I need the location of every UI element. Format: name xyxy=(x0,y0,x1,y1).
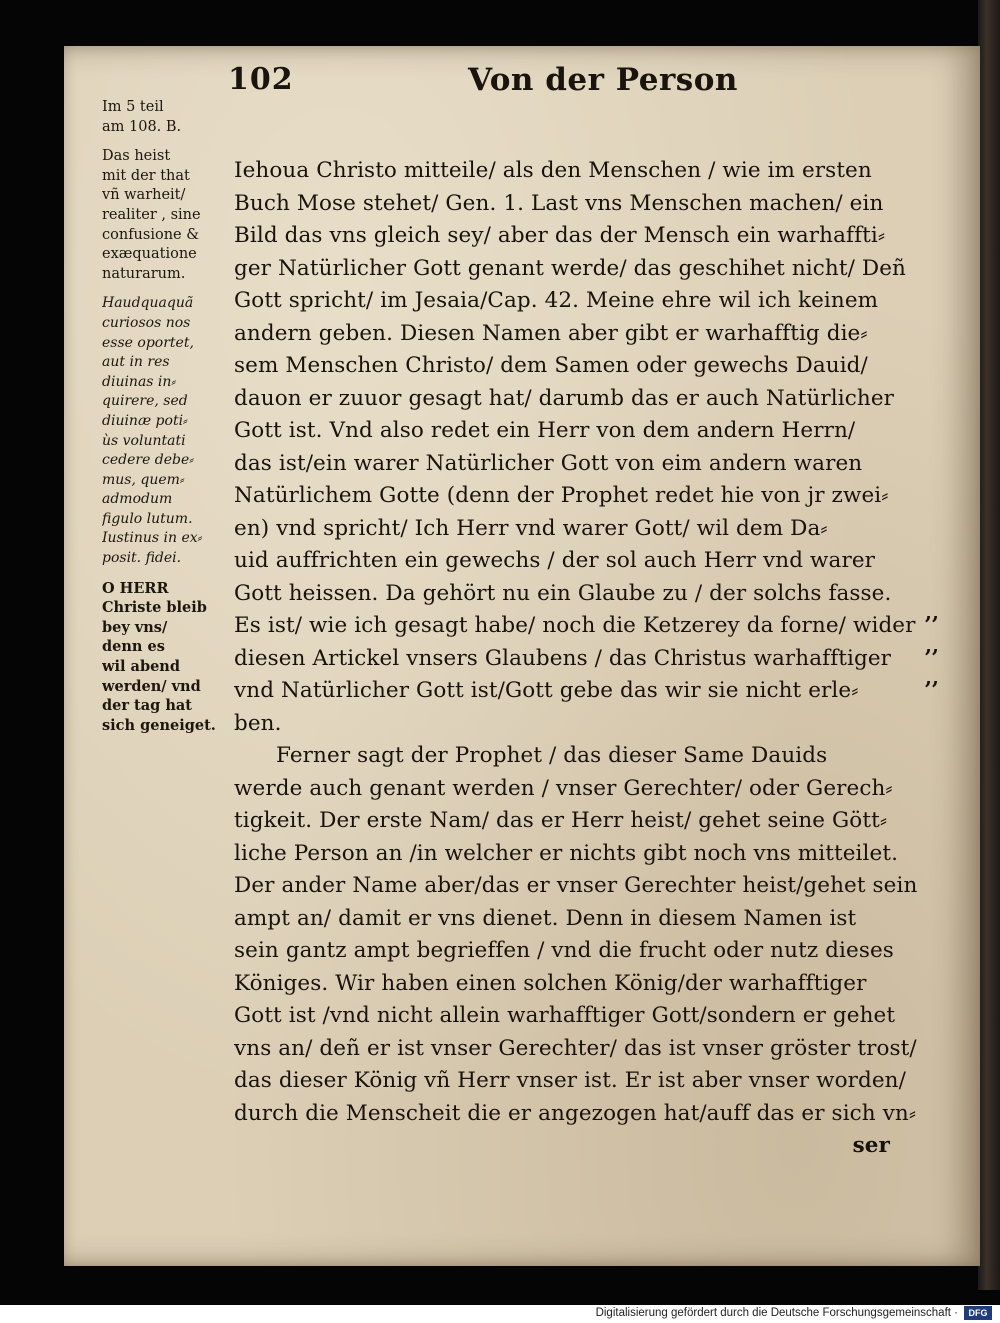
margin-note-line: wil abend xyxy=(102,658,180,676)
margin-note-line: exæquatione xyxy=(102,246,197,263)
text-line: Natürlichem Gotte (denn der Prophet redet hie von jr zwei⸗ xyxy=(234,483,889,508)
margin-note-line: cedere debe⸗ xyxy=(102,452,194,469)
catchword: ser xyxy=(852,1133,890,1158)
main-text-block xyxy=(234,155,934,1163)
text-line: Gott spricht/ im Jesaia/Cap. 42. Meine ehre wil ich keinem xyxy=(234,288,879,313)
page-number: 102 xyxy=(228,62,294,97)
margin-note-line: am 108. B. xyxy=(102,118,182,135)
quotation-mark: ,, xyxy=(925,632,939,657)
margin-note-line: ùs voluntati xyxy=(102,432,186,449)
margin-note-line: mus, quem⸗ xyxy=(102,471,185,488)
margin-note-line: vñ warheit/ xyxy=(102,187,186,204)
margin-note-line: bey vns/ xyxy=(102,618,168,636)
margin-note-line: Christe bleib xyxy=(102,599,207,617)
margin-note-line: Im 5 teil xyxy=(102,99,164,115)
margin-note-line: admodum xyxy=(102,491,173,508)
text-line: ben. xyxy=(234,710,282,736)
margin-note-line: curiosos nos xyxy=(102,314,191,331)
text-line: Gott ist. Vnd also redet ein Herr von dem andern Herrn/ xyxy=(234,418,856,443)
text-line: en) vnd spricht/ Ich Herr vnd warer Gott/ wil dem Da⸗ xyxy=(234,515,828,541)
quotation-marks xyxy=(925,596,965,694)
text-line: vnd Natürlicher Gott ist/Gott gebe das wir sie nicht erle⸗ xyxy=(234,678,859,703)
funding-note: Digitalisierung gefördert durch die Deutsche Forschungsgemeinschaft · xyxy=(595,1307,958,1319)
margin-note-line: diuinas in⸗ xyxy=(102,373,177,390)
margin-note-line: der tag hat xyxy=(102,697,192,715)
text-line: tigkeit. Der erste Nam/ das er Herr heist/ gehet seine Gött⸗ xyxy=(234,808,888,833)
text-line: werde auch genant werden / vnser Gerechter/ oder Gerech⸗ xyxy=(234,775,893,801)
text-line: Buch Mose stehet/ Gen. 1. Last vns Menschen machen/ ein xyxy=(234,190,884,216)
margin-note-line: O HERR xyxy=(102,579,169,597)
margin-note-line: Haudquaquã xyxy=(102,295,194,312)
text-line: andern geben. Diesen Namen aber gibt er warhafftig die⸗ xyxy=(234,320,868,346)
text-line: das dieser König vñ Herr vnser ist. Er ist aber vnser worden/ xyxy=(234,1068,906,1093)
text-line: sein gantz ampt begrieffen / vnd die frucht oder nutz dieses xyxy=(234,938,894,963)
page-header xyxy=(228,62,888,108)
text-line: sem Menschen Christo/ dem Samen oder gewechs Dauid/ xyxy=(234,353,868,378)
text-line: liche Person an /in welcher er nichts gibt noch vns mitteilet. xyxy=(234,840,899,866)
text-line: ampt an/ damit er vns dienet. Denn in diesem Namen ist xyxy=(234,905,857,931)
book-edge xyxy=(978,0,1000,1290)
margin-note-line: quirere, sed xyxy=(102,393,188,410)
quotation-mark: ,, xyxy=(925,600,939,624)
text-line: uid auffrichten ein gewechs / der sol auch Herr vnd warer xyxy=(234,548,876,573)
text-line: Es ist/ wie ich gesagt habe/ noch die Ketzerey da forne/ wider xyxy=(234,613,916,638)
margin-note-line: sich geneiget. xyxy=(102,716,216,734)
text-line: diesen Artickel vnsers Glaubens / das Christus warhafftiger xyxy=(234,645,892,671)
running-title: Von der Person xyxy=(468,62,738,98)
text-line: Bild das vns gleich sey/ aber das der Mensch ein warhaffti⸗ xyxy=(234,223,886,248)
margin-note-line: diuinæ poti⸗ xyxy=(102,412,188,429)
text-line: vns an/ deñ er ist vnser Gerechter/ das ist vnser gröster trost/ xyxy=(234,1035,917,1061)
margin-note-line: Das heist xyxy=(102,148,171,165)
text-line: Gott heissen. Da gehört nu ein Glaube zu / der solchs fasse. xyxy=(234,580,892,606)
text-line: dauon er zuuor gesagt hat/ darumb das er auch Natürlicher xyxy=(234,385,895,411)
margin-note-line: aut in res xyxy=(102,354,170,371)
margin-note-line: mit der that xyxy=(102,167,190,184)
margin-note-line: realiter , sine xyxy=(102,206,201,223)
margin-note-line: figulo lutum. xyxy=(102,510,193,527)
text-line: Iehoua Christo mitteile/ als den Menschen / wie im ersten xyxy=(234,158,872,183)
text-line: durch die Menscheit die er angezogen hat/auff das er sich vn⸗ xyxy=(234,1100,917,1126)
text-line: Königes. Wir haben einen solchen König/der warhafftiger xyxy=(234,970,867,996)
margin-note-line: Iustinus in ex⸗ xyxy=(102,530,203,547)
text-line: Gott ist /vnd nicht allein warhafftiger Gott/sondern er gehet xyxy=(234,1003,896,1028)
margin-note-line: posit. fidei. xyxy=(102,550,182,567)
margin-note-line: esse oportet, xyxy=(102,334,194,351)
margin-note-line: werden/ vnd xyxy=(102,677,201,695)
margin-note-line: confusione & xyxy=(102,226,200,243)
margin-note-line: naturarum. xyxy=(102,265,186,282)
margin-note-line: denn es xyxy=(102,638,165,656)
text-line: Der ander Name aber/das er vnser Gerechter heist/gehet sein xyxy=(234,873,918,898)
quotation-mark: ,, xyxy=(925,665,939,689)
text-line: das ist/ein warer Natürlicher Gott von eim andern waren xyxy=(234,450,863,476)
margin-note xyxy=(102,98,294,137)
text-line: Ferner sagt der Prophet / das dieser Same Dauids xyxy=(276,743,828,768)
text-line: ger Natürlicher Gott genant werde/ das geschihet nicht/ Deñ xyxy=(234,255,906,281)
dfg-logo-badge: DFG xyxy=(964,1306,992,1320)
